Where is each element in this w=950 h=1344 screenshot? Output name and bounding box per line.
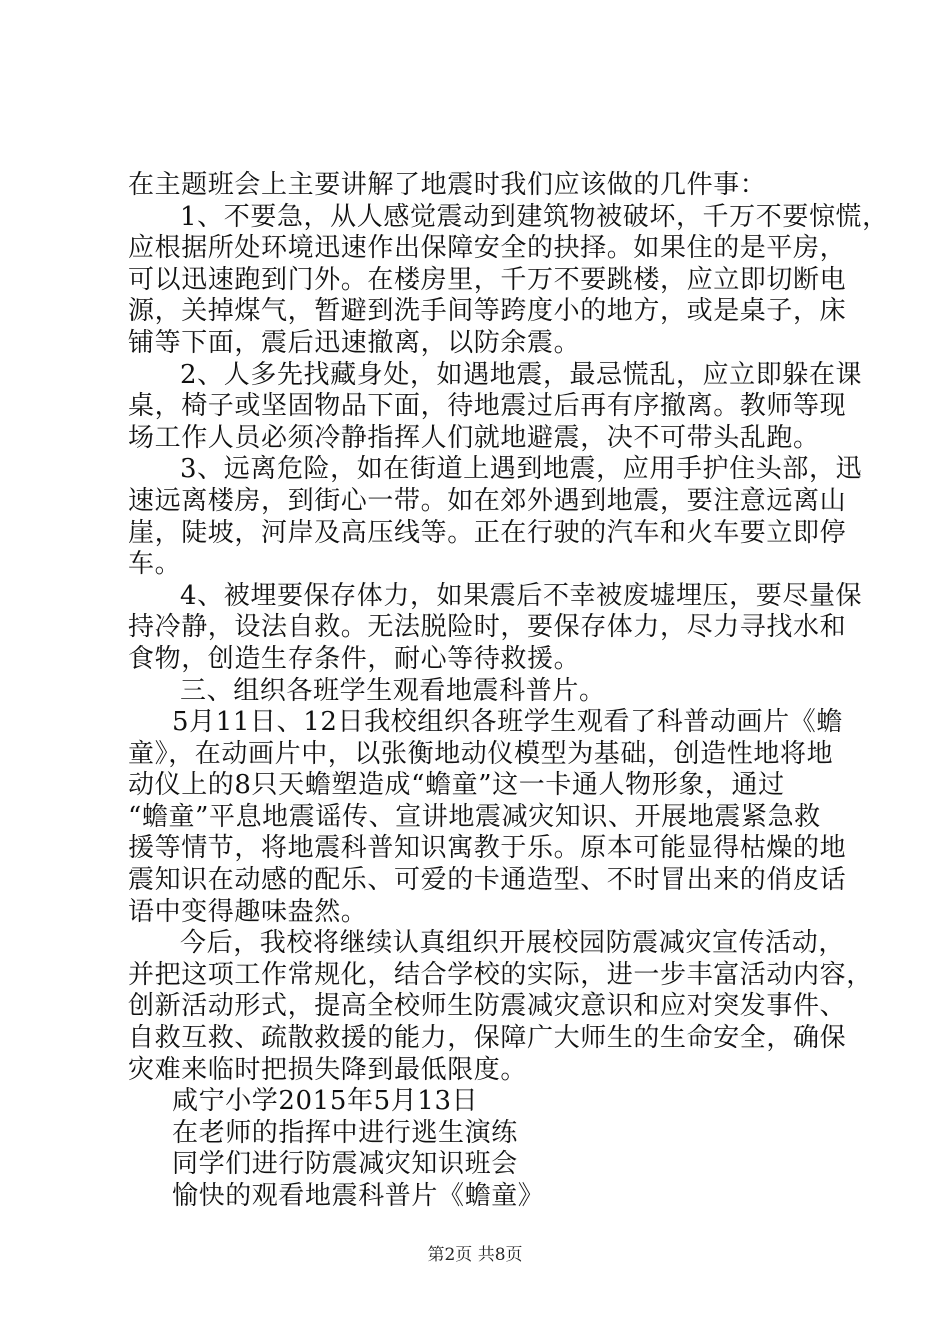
text-line: 4、被埋要保存体力，如果震后不幸被废墟埋压，要尽量保: [180, 580, 863, 611]
text-line: 5月11日、12日我校组织各班学生观看了科普动画片《蟾: [172, 707, 843, 738]
text-line: 愉快的观看地震科普片《蟾童》: [172, 1181, 545, 1211]
text-line: 持冷静，设法自救。无法脱险时，要保存体力，尽力寻找水和: [128, 612, 847, 643]
text-line: 灾难来临时把损失降到最低限度。: [128, 1054, 528, 1085]
text-line: 三、组织各班学生观看地震科普片。: [180, 675, 606, 706]
text-line: 可以迅速跑到门外。在楼房里，千万不要跳楼，应立即切断电: [128, 264, 847, 295]
text-line: 2、人多先找藏身处，如遇地震，最忌慌乱，应立即躲在课: [180, 359, 863, 390]
text-line: 场工作人员必须冷静指挥人们就地避震，决不可带头乱跑。: [128, 422, 820, 453]
text-line: 在老师的指挥中进行逃生演练: [172, 1117, 518, 1148]
text-line: 应根据所处环境迅速作出保障安全的抉择。如果住的是平房，: [128, 233, 847, 264]
text-line: 并把这项工作常规化，结合学校的实际，进一步丰富活动内容，: [128, 959, 873, 990]
page-footer: 第2页 共8页: [427, 1245, 523, 1265]
text-line: 创新活动形式，提高全校师生防震减灾意识和应对突发事件、: [128, 991, 847, 1022]
text-line: 咸宁小学2015年5月13日: [172, 1086, 479, 1117]
text-line: 同学们进行防震减灾知识班会: [172, 1149, 518, 1180]
text-line: 3、远离危险，如在街道上遇到地震，应用手护住头部，迅: [180, 454, 863, 485]
text-line: 援等情节，将地震科普知识寓教于乐。原本可能显得枯燥的地: [128, 833, 847, 864]
text-line: 1、不要急，从人感觉震动到建筑物被破坏，千万不要惊慌，: [180, 201, 889, 232]
text-line: 速远离楼房，到街心一带。如在郊外遇到地震，要注意远离山: [128, 485, 847, 516]
text-line: 食物，创造生存条件，耐心等待救援。: [128, 643, 581, 674]
text-line: 桌，椅子或坚固物品下面，待地震过后再有序撤离。教师等现: [128, 391, 847, 422]
text-line: 自救互救、疏散救援的能力，保障广大师生的生命安全，确保: [128, 1023, 847, 1054]
text-line: 动仪上的8只天蟾塑造成“蟾童”这一卡通人物形象，通过: [128, 770, 785, 801]
text-line: 语中变得趣味盎然。: [128, 896, 368, 927]
text-line: 童》，在动画片中，以张衡地动仪模型为基础，创造性地将地: [128, 738, 834, 769]
text-line: 铺等下面，震后迅速撤离，以防余震。: [128, 327, 581, 358]
text-line: “蟾童”平息地震谣传、宣讲地震减灾知识、开展地震紧急救: [128, 801, 821, 832]
text-line: 源，关掉煤气，暂避到洗手间等跨度小的地方，或是桌子，床: [128, 296, 847, 327]
text-line: 车。: [128, 549, 182, 580]
text-line: 在主题班会上主要讲解了地震时我们应该做的几件事：: [128, 170, 767, 200]
text-line: 震知识在动感的配乐、可爱的卡通造型、不时冒出来的俏皮话: [128, 865, 847, 896]
text-line: 崖，陡坡，河岸及高压线等。正在行驶的汽车和火车要立即停: [128, 517, 847, 548]
text-line: 今后，我校将继续认真组织开展校园防震减灾宣传活动，: [180, 928, 846, 959]
document-body: [128, 170, 889, 1213]
